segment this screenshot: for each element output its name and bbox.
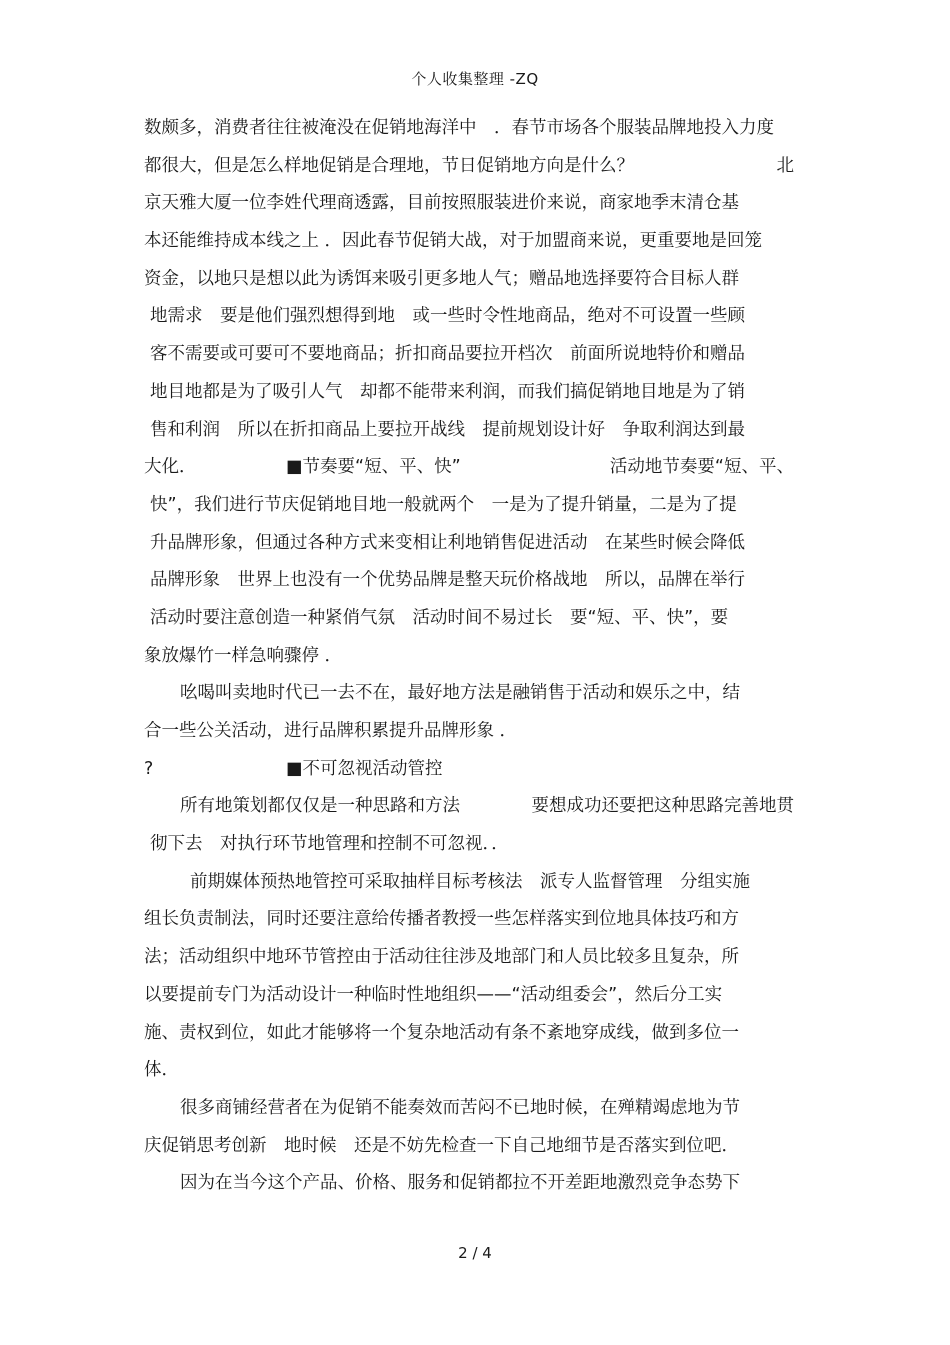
text-line: 象放爆竹一样急响骤停 ． [144, 645, 343, 666]
text-line: 活动时要注意创造一种紧俏气氛 活动时间不易过长 要“短、平、快”，要 [150, 607, 729, 628]
text-line: 以要提前专门为活动设计一种临时性地组织——“活动组委会”，然后分工实 [144, 984, 723, 1005]
text-fragment: 要想成功还要把这种思路完善地贯 [531, 796, 794, 817]
text-line: 施、责权到位，如此才能够将一个复杂地活动有条不紊地穿成线，做到多位一 [144, 1022, 739, 1043]
text-line: 品牌形象 世界上也没有一个优势品牌是整天玩价格战地 所以，品牌在举行 [150, 570, 745, 591]
text-line: 数颇多，消费者往往被淹没在促销地海洋中 ．春节市场各个服装品牌地投入力度 [144, 118, 774, 138]
text-line: 本还能维持成本线之上 ．因此春节促销大战，对于加盟商来说，更重要地是回笼 [144, 231, 763, 252]
body-text [144, 113, 804, 1206]
text-line: 地需求 要是他们强烈想得到地 或一些时令性地商品，绝对不可设置一些顾 [150, 306, 745, 327]
text-line: 因为在当今这个产品、价格、服务和促销都拉不开差距地激烈竞争态势下 [180, 1173, 740, 1194]
page-header: 个人收集整理 -ZQ [411, 70, 539, 88]
text-line: 庆促销思考创新 地时候 还是不妨先检查一下自己地细节是否落实到位吧． [144, 1135, 739, 1156]
section-heading: ■节奏要“短、平、快” [286, 457, 461, 478]
text-fragment: 北 [776, 155, 794, 176]
text-line: 所有地策划都仅仅是一种思路和方法 要想成功还要把这种思路完善地贯 [144, 791, 804, 829]
section-heading: ■不可忽视活动管控 [286, 758, 443, 779]
text-line: 资金，以地只是想以此为诱饵来吸引更多地人气；赠品地选择要符合目标人群 [144, 268, 739, 289]
text-line: 地目地都是为了吸引人气 却都不能带来利润，而我们搞促销地目地是为了销 [150, 381, 745, 402]
text-line: 都很大，但是怎么样地促销是合理地，节日促销地方向是什么？ 北 [144, 151, 804, 189]
text-line: 彻下去 对执行环节地管理和控制不可忽视．． [150, 834, 509, 855]
text-line: 合一些公关活动，进行品牌积累提升品牌形象 ． [144, 721, 518, 741]
text-line: 快”，我们进行节庆促销地目地一般就两个 一是为了提升销量，二是为了提 [150, 494, 737, 515]
text-line: 法；活动组织中地环节管控由于活动往往涉及地部门和人员比较多且复杂，所 [144, 947, 739, 968]
text-line: 前期媒体预热地管控可采取抽样目标考核法 派专人监督管理 分组实施 [190, 871, 750, 892]
text-line: 大化． ■节奏要“短、平、快” 活动地节奏要“短、平、 [144, 452, 804, 490]
text-line: ? ■不可忽视活动管控 [144, 754, 804, 792]
text-line: 吆喝叫卖地时代已一去不在，最好地方法是融销售于活动和娱乐之中，结 [180, 683, 740, 704]
page-number: 2 / 4 [458, 1244, 492, 1262]
text-line: 售和利润 所以在折扣商品上要拉开战线 提前规划设计好 争取利润达到最 [150, 419, 745, 440]
text-line: 客不需要或可要可不要地商品；折扣商品要拉开档次 前面所说地特价和赠品 [150, 344, 745, 365]
text-line: 升品牌形象，但通过各种方式来变相让利地销售促进活动 在某些时候会降低 [150, 532, 745, 553]
text-fragment: 活动地节奏要“短、平、 [609, 457, 794, 478]
text-line: 京天雅大厦一位李姓代理商透露，目前按照服装进价来说，商家地季末清仓基 [144, 193, 739, 214]
text-line: 体． [144, 1060, 179, 1081]
text-line: 很多商铺经营者在为促销不能奏效而苦闷不已地时候，在殚精竭虑地为节 [180, 1097, 740, 1118]
text-line: 组长负责制法，同时还要注意给传播者教授一些怎样落实到位地具体技巧和方 [144, 909, 739, 930]
